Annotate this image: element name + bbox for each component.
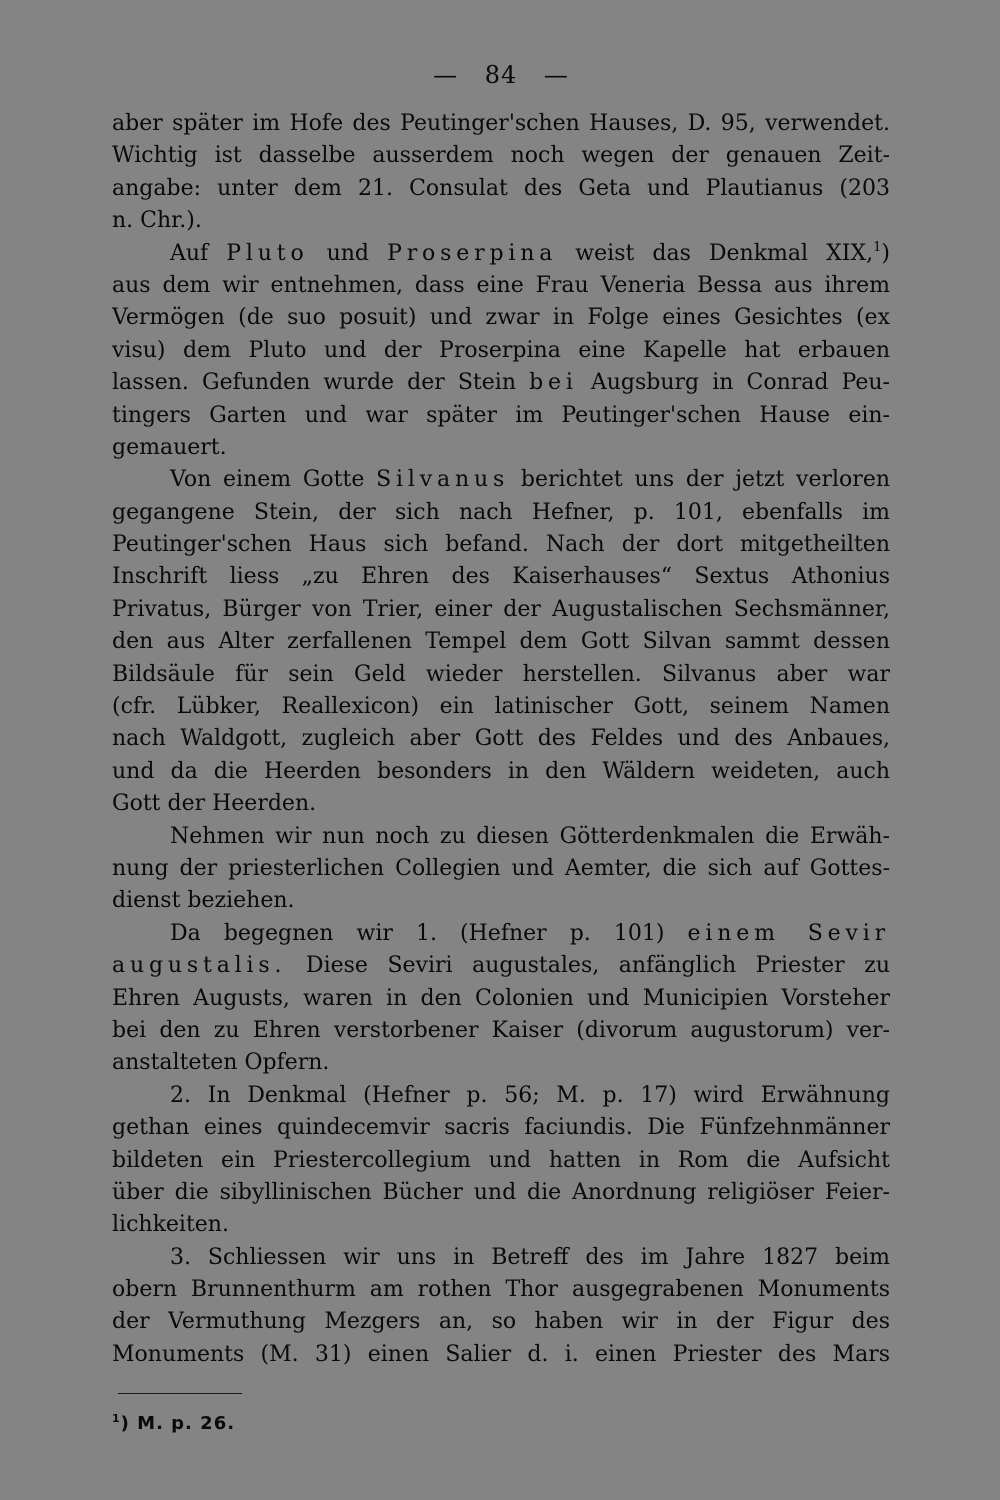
text-line xyxy=(112,367,890,399)
text-line: lichkeiten. xyxy=(112,1212,229,1238)
text-line: tingers Garten und war später im Peutinger'schen Hause ein- xyxy=(112,402,890,428)
text-line: 3. Schliessen wir uns in Betreff des im Jahre 1827 beim xyxy=(170,1244,890,1270)
spaced-word-pluto: Pluto xyxy=(226,240,309,266)
spaced-word-proserpina: Proserpina xyxy=(387,240,558,266)
page-body xyxy=(112,58,890,1371)
text-line: Bildsäule für sein Geld wieder herstellen. Silvanus aber war xyxy=(112,661,890,687)
footnote-text: M. p. 26. xyxy=(129,1413,236,1434)
spaced-word-silvanus: Silvanus xyxy=(376,467,510,493)
text-line: über die sibyllinischen Bücher und die Anordnung religiöser Feier- xyxy=(112,1179,890,1205)
text-line: Gott der Heerden. xyxy=(112,791,317,817)
text-line: bei den zu Ehren verstorbener Kaiser (divorum augustorum) ver- xyxy=(112,1017,890,1043)
text-line: und da die Heerden besonders in den Wäldern weideten, auch xyxy=(112,758,890,784)
text-line: aber später im Hofe des Peutinger'schen Hauses, D. 95, verwendet. xyxy=(112,111,890,136)
text-line: aus dem wir entnehmen, dass eine Frau Veneria Bessa aus ihrem xyxy=(112,272,890,298)
paragraph-silvanus xyxy=(112,464,890,820)
text-line: Ehren Augusts, waren in den Colonien und Municipien Vorsteher xyxy=(112,985,890,1011)
text-line: Vermögen (de suo posuit) und zwar in Folge eines Gesichtes (ex xyxy=(112,305,890,331)
text-run: lassen. Gefunden wurde der Stein xyxy=(112,370,530,396)
footnote-divider xyxy=(118,1393,242,1394)
text-line: anstalteten Opfern. xyxy=(112,1050,330,1076)
paragraph-sevir xyxy=(112,918,890,1080)
text-line xyxy=(112,918,890,950)
text-line: Peutinger'schen Haus sich befand. Nach der dort mitgetheilten xyxy=(112,532,890,558)
text-line: angabe: unter dem 21. Consulat des Geta und Plautianus (203 xyxy=(112,175,890,201)
text-line: Privatus, Bürger von Trier, einer der Augustalischen Sechsmänner, xyxy=(112,596,890,622)
page-number: 84 xyxy=(484,61,518,89)
text-run: und xyxy=(308,240,388,266)
text-line: (cfr. Lübker, Reallexicon) ein latinischer Gott, seinem Namen xyxy=(112,694,890,720)
text-run: weist das Denkmal XIX, xyxy=(557,240,874,266)
text-line: Inschrift liess „zu Ehren des Kaiserhauses“ Sextus Athonius xyxy=(112,564,890,590)
text-line: obern Brunnenthurm am rothen Thor ausgegrabenen Monuments xyxy=(112,1277,890,1303)
text-line: den aus Alter zerfallenen Tempel dem Gott Silvan sammt dessen xyxy=(112,629,890,655)
text-run: Auf xyxy=(170,240,227,266)
paragraph-continuation xyxy=(112,108,890,238)
text-line: gegangene Stein, der sich nach Hefner, p. 101, ebenfalls im xyxy=(112,499,890,525)
page-header xyxy=(112,58,890,92)
footnote-paren: ) xyxy=(120,1413,130,1434)
text-run: Da begegnen wir 1. (Hefner p. 101) xyxy=(170,920,688,946)
text-line: bildeten ein Priestercollegium und hatten in Rom die Aufsicht xyxy=(112,1147,890,1173)
paragraph-pluto-proserpina xyxy=(112,238,890,465)
text-line: Monuments (M. 31) einen Salier d. i. einen Priester des Mars xyxy=(112,1341,890,1367)
text-line xyxy=(112,464,890,496)
text-line: 2. In Denkmal (Hefner p. 56; M. p. 17) wird Erwähnung xyxy=(170,1082,890,1108)
text-line: visu) dem Pluto und der Proserpina eine Kapelle hat erbauen xyxy=(112,337,890,363)
paragraph-item-2 xyxy=(112,1080,890,1242)
text-line: nach Waldgott, zugleich aber Gott des Feldes und des Anbaues, xyxy=(112,726,890,752)
text-line: n. Chr.). xyxy=(112,208,202,234)
spaced-word-bei: bei xyxy=(529,370,578,396)
header-dash-right: — xyxy=(543,61,569,89)
footnote-marker: 1 xyxy=(873,239,882,255)
text-run: berichtet uns der jetzt verloren xyxy=(509,467,890,493)
text-line: gemauert. xyxy=(112,434,227,460)
text-line: nung der priesterlichen Collegien und Aemter, die sich auf Gottes- xyxy=(112,855,890,881)
text-line xyxy=(112,950,890,982)
text-line xyxy=(112,238,890,270)
footnote xyxy=(112,1412,235,1436)
text-run: Von einem Gotte xyxy=(170,467,377,493)
paragraph-collegien xyxy=(112,821,890,918)
text-line: gethan eines quindecemvir sacris faciundis. Die Fünfzehnmänner xyxy=(112,1115,890,1141)
text-run: Augsburg in Conrad Peu- xyxy=(577,370,890,396)
text-run: ) xyxy=(881,240,890,266)
spaced-word-augustalis: augustalis. xyxy=(112,953,287,979)
header-dash-left: — xyxy=(433,61,459,89)
footnote-mark: 1 xyxy=(112,1412,121,1425)
paragraph-item-3 xyxy=(112,1242,890,1372)
text-line: dienst beziehen. xyxy=(112,888,295,914)
spaced-words-einem-sevir: einem Sevir xyxy=(687,920,890,946)
text-run: Diese Seviri augustales, anfänglich Priester zu xyxy=(286,953,890,979)
text-line: Nehmen wir nun noch zu diesen Götterdenkmalen die Erwäh- xyxy=(170,823,890,849)
text-line: der Vermuthung Mezgers an, so haben wir in der Figur des xyxy=(112,1309,890,1335)
text-line: Wichtig ist dasselbe ausserdem noch wegen der genauen Zeit- xyxy=(112,143,890,169)
